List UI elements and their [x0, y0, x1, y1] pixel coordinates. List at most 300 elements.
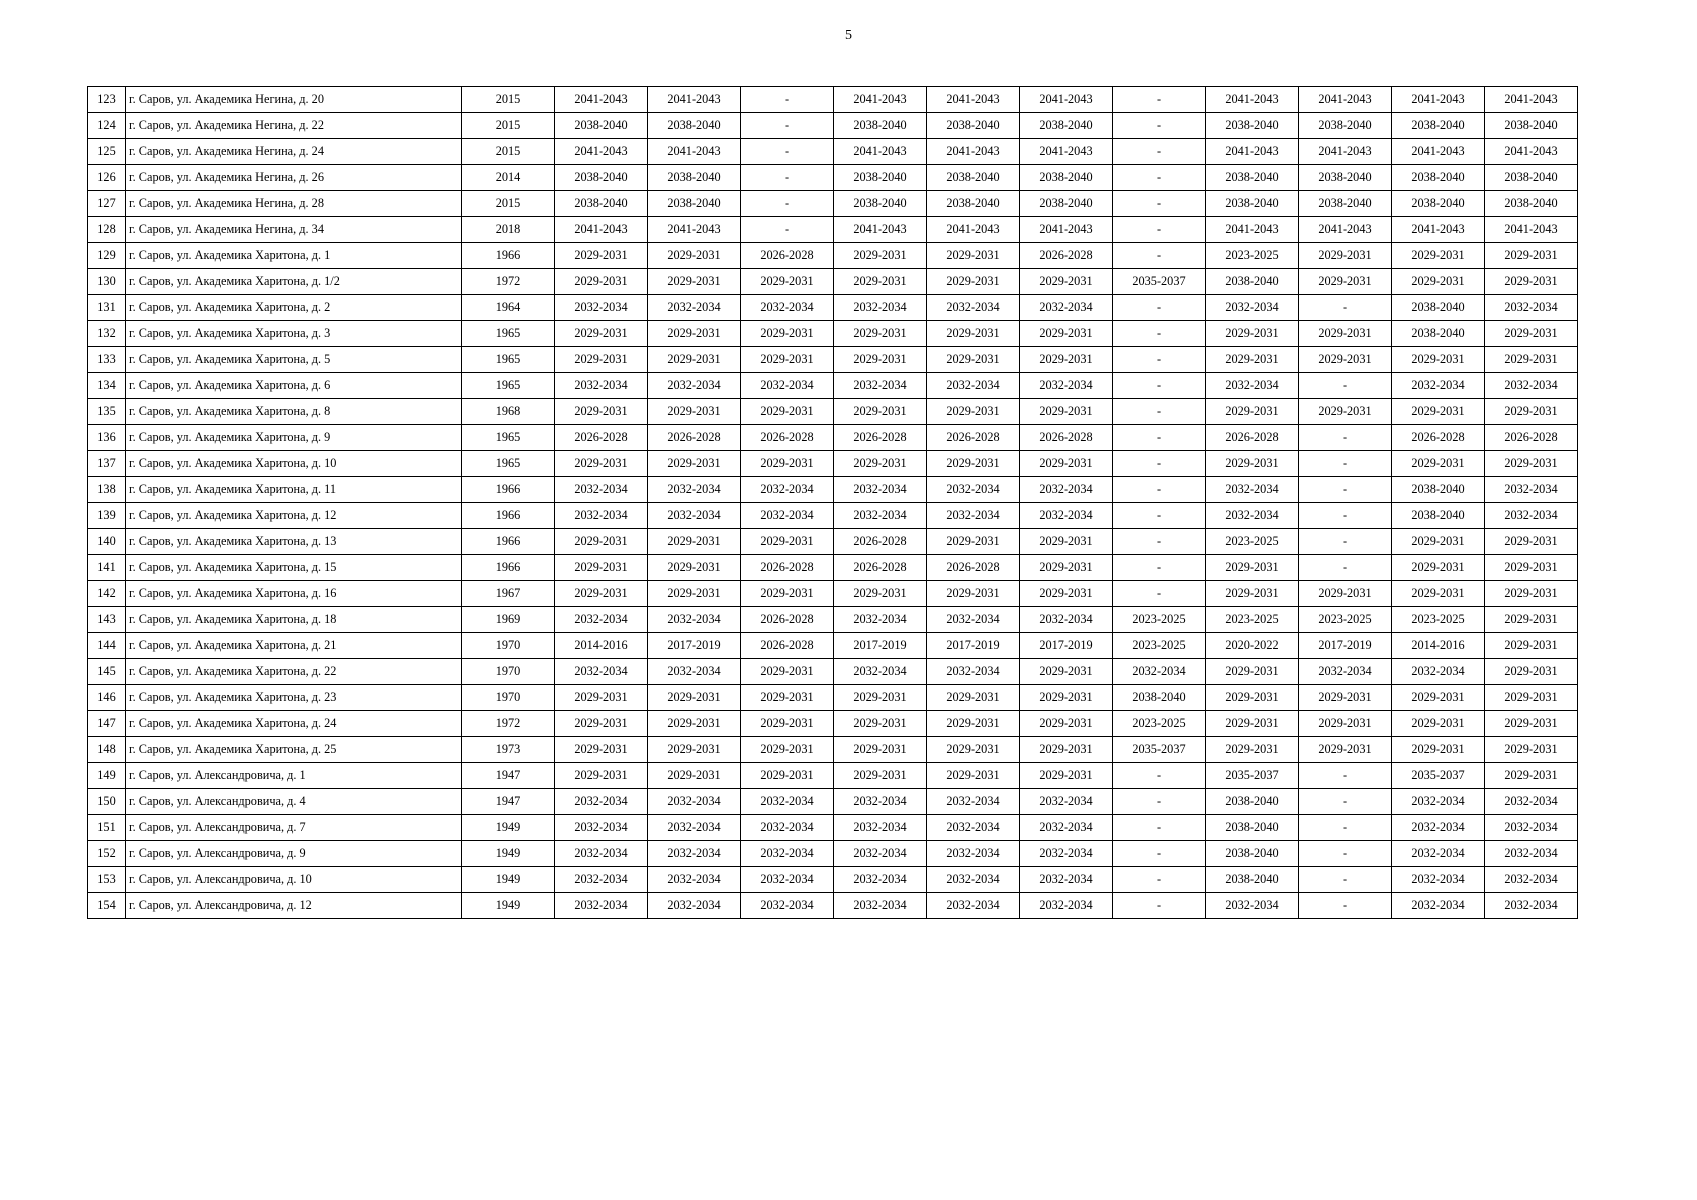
address-cell: г. Саров, ул. Академика Негина, д. 22 — [126, 113, 462, 139]
year-built-cell: 1965 — [462, 347, 555, 373]
address-cell: г. Саров, ул. Академика Негина, д. 20 — [126, 87, 462, 113]
table-row — [88, 789, 1578, 815]
period-cell: 2023-2025 — [1113, 633, 1206, 659]
period-cell: 2029-2031 — [1020, 763, 1113, 789]
row-number-cell: 143 — [88, 607, 126, 633]
period-cell: 2038-2040 — [834, 165, 927, 191]
period-cell: 2029-2031 — [1206, 347, 1299, 373]
year-built-cell: 1966 — [462, 555, 555, 581]
period-cell: - — [741, 87, 834, 113]
period-cell: 2032-2034 — [555, 373, 648, 399]
address-cell: г. Саров, ул. Академика Харитона, д. 13 — [126, 529, 462, 555]
row-number-cell: 147 — [88, 711, 126, 737]
row-number-cell: 154 — [88, 893, 126, 919]
table-row — [88, 841, 1578, 867]
address-cell: г. Саров, ул. Академика Харитона, д. 8 — [126, 399, 462, 425]
period-cell: 2041-2043 — [1299, 217, 1392, 243]
period-cell: 2032-2034 — [1020, 295, 1113, 321]
repair-schedule-table — [87, 86, 1578, 919]
period-cell: 2032-2034 — [648, 295, 741, 321]
table-row — [88, 425, 1578, 451]
period-cell: 2029-2031 — [1020, 711, 1113, 737]
period-cell: 2038-2040 — [1299, 113, 1392, 139]
row-number-cell: 125 — [88, 139, 126, 165]
period-cell: 2029-2031 — [1392, 685, 1485, 711]
period-cell: 2029-2031 — [648, 347, 741, 373]
period-cell: 2026-2028 — [1020, 243, 1113, 269]
period-cell: 2029-2031 — [1392, 581, 1485, 607]
period-cell: 2038-2040 — [1392, 321, 1485, 347]
period-cell: 2029-2031 — [1392, 711, 1485, 737]
period-cell: 2023-2025 — [1392, 607, 1485, 633]
period-cell: 2032-2034 — [1206, 295, 1299, 321]
period-cell: 2029-2031 — [1020, 321, 1113, 347]
period-cell: 2032-2034 — [648, 477, 741, 503]
period-cell: 2032-2034 — [741, 477, 834, 503]
period-cell: 2032-2034 — [1485, 503, 1578, 529]
period-cell: 2038-2040 — [1392, 191, 1485, 217]
period-cell: 2038-2040 — [555, 165, 648, 191]
period-cell: 2038-2040 — [1206, 841, 1299, 867]
period-cell: 2029-2031 — [741, 659, 834, 685]
address-cell: г. Саров, ул. Академика Харитона, д. 1 — [126, 243, 462, 269]
period-cell: - — [1299, 867, 1392, 893]
period-cell: 2029-2031 — [1206, 737, 1299, 763]
period-cell: 2029-2031 — [1206, 555, 1299, 581]
period-cell: - — [1299, 763, 1392, 789]
period-cell: 2032-2034 — [1392, 867, 1485, 893]
period-cell: 2032-2034 — [555, 295, 648, 321]
period-cell: - — [741, 113, 834, 139]
period-cell: 2029-2031 — [1485, 347, 1578, 373]
period-cell: 2029-2031 — [1485, 321, 1578, 347]
period-cell: - — [1113, 789, 1206, 815]
table-row — [88, 87, 1578, 113]
period-cell: 2038-2040 — [927, 191, 1020, 217]
period-cell: 2029-2031 — [648, 321, 741, 347]
period-cell: 2032-2034 — [1392, 373, 1485, 399]
period-cell: 2032-2034 — [834, 503, 927, 529]
period-cell: 2026-2028 — [834, 555, 927, 581]
period-cell: 2029-2031 — [1392, 399, 1485, 425]
period-cell: 2029-2031 — [1020, 347, 1113, 373]
period-cell: 2032-2034 — [1485, 477, 1578, 503]
period-cell: 2029-2031 — [1485, 529, 1578, 555]
row-number-cell: 123 — [88, 87, 126, 113]
period-cell: 2026-2028 — [1392, 425, 1485, 451]
period-cell: 2029-2031 — [1485, 633, 1578, 659]
period-cell: 2041-2043 — [1020, 87, 1113, 113]
year-built-cell: 1949 — [462, 893, 555, 919]
period-cell: 2026-2028 — [741, 243, 834, 269]
period-cell: 2029-2031 — [1485, 763, 1578, 789]
period-cell: 2041-2043 — [648, 217, 741, 243]
period-cell: - — [1113, 841, 1206, 867]
period-cell: 2032-2034 — [1020, 841, 1113, 867]
period-cell: 2029-2031 — [1485, 451, 1578, 477]
period-cell: 2029-2031 — [741, 347, 834, 373]
period-cell: - — [741, 191, 834, 217]
period-cell: 2029-2031 — [1206, 399, 1299, 425]
table-row — [88, 451, 1578, 477]
period-cell: 2038-2040 — [648, 113, 741, 139]
table-row — [88, 503, 1578, 529]
period-cell: - — [1113, 399, 1206, 425]
period-cell: - — [1113, 243, 1206, 269]
year-built-cell: 1964 — [462, 295, 555, 321]
period-cell: 2029-2031 — [834, 347, 927, 373]
period-cell: - — [1113, 373, 1206, 399]
period-cell: 2032-2034 — [927, 607, 1020, 633]
table-row — [88, 399, 1578, 425]
period-cell: 2032-2034 — [927, 867, 1020, 893]
year-built-cell: 1949 — [462, 841, 555, 867]
period-cell: 2029-2031 — [1299, 321, 1392, 347]
row-number-cell: 152 — [88, 841, 126, 867]
table-row — [88, 217, 1578, 243]
row-number-cell: 131 — [88, 295, 126, 321]
address-cell: г. Саров, ул. Академика Харитона, д. 10 — [126, 451, 462, 477]
period-cell: 2032-2034 — [1020, 815, 1113, 841]
period-cell: - — [741, 139, 834, 165]
period-cell: - — [1299, 477, 1392, 503]
table-row — [88, 139, 1578, 165]
period-cell: 2029-2031 — [1485, 243, 1578, 269]
row-number-cell: 128 — [88, 217, 126, 243]
period-cell: 2029-2031 — [1485, 685, 1578, 711]
period-cell: 2026-2028 — [834, 425, 927, 451]
period-cell: 2032-2034 — [555, 867, 648, 893]
row-number-cell: 132 — [88, 321, 126, 347]
period-cell: 2032-2034 — [648, 893, 741, 919]
period-cell: 2041-2043 — [834, 139, 927, 165]
year-built-cell: 2015 — [462, 113, 555, 139]
period-cell: 2038-2040 — [1485, 165, 1578, 191]
year-built-cell: 1970 — [462, 633, 555, 659]
address-cell: г. Саров, ул. Академика Харитона, д. 3 — [126, 321, 462, 347]
period-cell: 2032-2034 — [741, 503, 834, 529]
period-cell: 2023-2025 — [1113, 711, 1206, 737]
year-built-cell: 1967 — [462, 581, 555, 607]
period-cell: 2032-2034 — [648, 789, 741, 815]
period-cell: 2017-2019 — [834, 633, 927, 659]
period-cell: 2029-2031 — [1299, 711, 1392, 737]
period-cell: 2017-2019 — [927, 633, 1020, 659]
period-cell: 2032-2034 — [927, 815, 1020, 841]
period-cell: 2029-2031 — [834, 451, 927, 477]
period-cell: 2029-2031 — [555, 685, 648, 711]
period-cell: 2029-2031 — [1485, 711, 1578, 737]
period-cell: 2029-2031 — [741, 269, 834, 295]
address-cell: г. Саров, ул. Академика Харитона, д. 6 — [126, 373, 462, 399]
period-cell: 2026-2028 — [1485, 425, 1578, 451]
address-cell: г. Саров, ул. Академика Харитона, д. 24 — [126, 711, 462, 737]
period-cell: 2029-2031 — [1206, 321, 1299, 347]
period-cell: 2041-2043 — [927, 217, 1020, 243]
period-cell: 2020-2022 — [1206, 633, 1299, 659]
year-built-cell: 1947 — [462, 789, 555, 815]
period-cell: 2023-2025 — [1206, 607, 1299, 633]
year-built-cell: 2018 — [462, 217, 555, 243]
period-cell: 2029-2031 — [927, 711, 1020, 737]
period-cell: 2041-2043 — [1392, 217, 1485, 243]
year-built-cell: 1972 — [462, 711, 555, 737]
table-row — [88, 269, 1578, 295]
period-cell: 2038-2040 — [1392, 295, 1485, 321]
period-cell: 2023-2025 — [1113, 607, 1206, 633]
period-cell: 2032-2034 — [1020, 893, 1113, 919]
period-cell: - — [1113, 165, 1206, 191]
period-cell: 2017-2019 — [1020, 633, 1113, 659]
row-number-cell: 124 — [88, 113, 126, 139]
period-cell: - — [1299, 373, 1392, 399]
period-cell: 2017-2019 — [1299, 633, 1392, 659]
period-cell: - — [1113, 815, 1206, 841]
period-cell: 2032-2034 — [834, 867, 927, 893]
period-cell: 2032-2034 — [927, 295, 1020, 321]
period-cell: 2029-2031 — [1299, 399, 1392, 425]
period-cell: 2032-2034 — [1020, 503, 1113, 529]
table-row — [88, 893, 1578, 919]
year-built-cell: 1947 — [462, 763, 555, 789]
period-cell: - — [1299, 529, 1392, 555]
period-cell: 2041-2043 — [1206, 87, 1299, 113]
year-built-cell: 2014 — [462, 165, 555, 191]
table-row — [88, 477, 1578, 503]
row-number-cell: 149 — [88, 763, 126, 789]
table-row — [88, 711, 1578, 737]
table-row — [88, 815, 1578, 841]
period-cell: 2038-2040 — [1206, 269, 1299, 295]
period-cell: - — [1113, 867, 1206, 893]
address-cell: г. Саров, ул. Александровича, д. 1 — [126, 763, 462, 789]
period-cell: 2032-2034 — [648, 867, 741, 893]
period-cell: 2026-2028 — [741, 555, 834, 581]
address-cell: г. Саров, ул. Академика Негина, д. 28 — [126, 191, 462, 217]
period-cell: 2026-2028 — [741, 425, 834, 451]
period-cell: 2029-2031 — [555, 321, 648, 347]
period-cell: 2032-2034 — [555, 607, 648, 633]
period-cell: 2029-2031 — [555, 529, 648, 555]
address-cell: г. Саров, ул. Академика Харитона, д. 15 — [126, 555, 462, 581]
period-cell: 2032-2034 — [834, 815, 927, 841]
period-cell: 2029-2031 — [648, 529, 741, 555]
period-cell: 2029-2031 — [1299, 243, 1392, 269]
table-row — [88, 685, 1578, 711]
period-cell: 2029-2031 — [1392, 451, 1485, 477]
period-cell: 2041-2043 — [834, 87, 927, 113]
period-cell: - — [741, 165, 834, 191]
period-cell: 2038-2040 — [1392, 503, 1485, 529]
period-cell: 2038-2040 — [1392, 477, 1485, 503]
period-cell: - — [1299, 789, 1392, 815]
year-built-cell: 1966 — [462, 503, 555, 529]
period-cell: 2029-2031 — [648, 581, 741, 607]
period-cell: 2032-2034 — [927, 477, 1020, 503]
address-cell: г. Саров, ул. Академика Харитона, д. 12 — [126, 503, 462, 529]
period-cell: 2032-2034 — [927, 659, 1020, 685]
period-cell: 2041-2043 — [555, 139, 648, 165]
table-row — [88, 295, 1578, 321]
period-cell: 2032-2034 — [1392, 841, 1485, 867]
period-cell: - — [1113, 139, 1206, 165]
period-cell: 2029-2031 — [1020, 685, 1113, 711]
period-cell: 2038-2040 — [1020, 113, 1113, 139]
period-cell: 2035-2037 — [1392, 763, 1485, 789]
period-cell: 2029-2031 — [1020, 399, 1113, 425]
period-cell: 2029-2031 — [555, 711, 648, 737]
period-cell: 2032-2034 — [927, 789, 1020, 815]
period-cell: 2023-2025 — [1206, 243, 1299, 269]
period-cell: 2032-2034 — [741, 867, 834, 893]
address-cell: г. Саров, ул. Академика Харитона, д. 22 — [126, 659, 462, 685]
period-cell: 2026-2028 — [555, 425, 648, 451]
period-cell: 2029-2031 — [927, 581, 1020, 607]
period-cell: 2038-2040 — [834, 191, 927, 217]
period-cell: 2029-2031 — [834, 711, 927, 737]
period-cell: - — [1113, 295, 1206, 321]
period-cell: 2026-2028 — [834, 529, 927, 555]
period-cell: 2035-2037 — [1113, 737, 1206, 763]
period-cell: 2032-2034 — [648, 659, 741, 685]
period-cell: 2041-2043 — [1206, 217, 1299, 243]
period-cell: 2029-2031 — [648, 685, 741, 711]
period-cell: 2032-2034 — [1020, 789, 1113, 815]
table-row — [88, 581, 1578, 607]
period-cell: 2029-2031 — [555, 555, 648, 581]
period-cell: 2032-2034 — [555, 503, 648, 529]
period-cell: 2041-2043 — [834, 217, 927, 243]
table-row — [88, 763, 1578, 789]
period-cell: 2038-2040 — [1392, 165, 1485, 191]
period-cell: 2029-2031 — [927, 243, 1020, 269]
period-cell: 2029-2031 — [741, 685, 834, 711]
period-cell: 2029-2031 — [927, 763, 1020, 789]
period-cell: 2029-2031 — [834, 321, 927, 347]
period-cell: 2029-2031 — [1020, 659, 1113, 685]
period-cell: 2032-2034 — [1392, 789, 1485, 815]
period-cell: 2029-2031 — [1485, 607, 1578, 633]
period-cell: 2032-2034 — [1485, 295, 1578, 321]
period-cell: 2029-2031 — [1299, 269, 1392, 295]
period-cell: 2029-2031 — [927, 321, 1020, 347]
period-cell: - — [1113, 321, 1206, 347]
period-cell: 2041-2043 — [927, 87, 1020, 113]
year-built-cell: 1965 — [462, 425, 555, 451]
period-cell: 2032-2034 — [1113, 659, 1206, 685]
period-cell: - — [1299, 503, 1392, 529]
period-cell: 2032-2034 — [741, 295, 834, 321]
period-cell: 2029-2031 — [741, 451, 834, 477]
period-cell: 2035-2037 — [1113, 269, 1206, 295]
period-cell: 2026-2028 — [927, 425, 1020, 451]
period-cell: 2041-2043 — [1206, 139, 1299, 165]
period-cell: 2029-2031 — [1020, 581, 1113, 607]
row-number-cell: 133 — [88, 347, 126, 373]
table-row — [88, 867, 1578, 893]
period-cell: 2029-2031 — [1206, 685, 1299, 711]
row-number-cell: 127 — [88, 191, 126, 217]
year-built-cell: 1970 — [462, 685, 555, 711]
period-cell: - — [1113, 581, 1206, 607]
period-cell: 2038-2040 — [555, 191, 648, 217]
table-row — [88, 243, 1578, 269]
period-cell: 2026-2028 — [1206, 425, 1299, 451]
period-cell: 2029-2031 — [834, 685, 927, 711]
table-row — [88, 347, 1578, 373]
period-cell: - — [1113, 451, 1206, 477]
period-cell: 2032-2034 — [648, 841, 741, 867]
period-cell: 2032-2034 — [648, 607, 741, 633]
period-cell: 2032-2034 — [1020, 373, 1113, 399]
period-cell: 2029-2031 — [648, 399, 741, 425]
period-cell: 2041-2043 — [648, 139, 741, 165]
period-cell: 2032-2034 — [1020, 477, 1113, 503]
period-cell: 2029-2031 — [834, 581, 927, 607]
period-cell: 2029-2031 — [834, 243, 927, 269]
period-cell: 2029-2031 — [1485, 581, 1578, 607]
period-cell: 2032-2034 — [555, 789, 648, 815]
period-cell: 2032-2034 — [1485, 815, 1578, 841]
period-cell: 2041-2043 — [1392, 87, 1485, 113]
year-built-cell: 2015 — [462, 139, 555, 165]
address-cell: г. Саров, ул. Академика Харитона, д. 5 — [126, 347, 462, 373]
period-cell: 2038-2040 — [927, 165, 1020, 191]
address-cell: г. Саров, ул. Александровича, д. 9 — [126, 841, 462, 867]
period-cell: 2038-2040 — [1485, 113, 1578, 139]
period-cell: 2029-2031 — [1485, 737, 1578, 763]
address-cell: г. Саров, ул. Александровича, д. 7 — [126, 815, 462, 841]
period-cell: 2029-2031 — [1206, 711, 1299, 737]
period-cell: 2038-2040 — [1485, 191, 1578, 217]
period-cell: 2038-2040 — [1206, 867, 1299, 893]
table-row — [88, 659, 1578, 685]
period-cell: 2032-2034 — [741, 789, 834, 815]
period-cell: - — [741, 217, 834, 243]
period-cell: 2035-2037 — [1206, 763, 1299, 789]
page-number: 5 — [845, 28, 852, 43]
period-cell: 2032-2034 — [1485, 373, 1578, 399]
period-cell: 2038-2040 — [1206, 191, 1299, 217]
period-cell: 2029-2031 — [834, 763, 927, 789]
row-number-cell: 136 — [88, 425, 126, 451]
period-cell: 2029-2031 — [1020, 737, 1113, 763]
year-built-cell: 1966 — [462, 243, 555, 269]
row-number-cell: 126 — [88, 165, 126, 191]
period-cell: 2029-2031 — [1299, 685, 1392, 711]
table-row — [88, 165, 1578, 191]
period-cell: 2032-2034 — [834, 477, 927, 503]
period-cell: 2032-2034 — [648, 815, 741, 841]
period-cell: 2032-2034 — [1206, 477, 1299, 503]
year-built-cell: 1973 — [462, 737, 555, 763]
period-cell: 2041-2043 — [1020, 139, 1113, 165]
period-cell: 2029-2031 — [1206, 581, 1299, 607]
year-built-cell: 1969 — [462, 607, 555, 633]
period-cell: 2038-2040 — [1113, 685, 1206, 711]
period-cell: 2014-2016 — [1392, 633, 1485, 659]
period-cell: - — [1299, 425, 1392, 451]
period-cell: - — [1113, 87, 1206, 113]
period-cell: 2041-2043 — [1485, 87, 1578, 113]
period-cell: 2029-2031 — [741, 399, 834, 425]
year-built-cell: 1970 — [462, 659, 555, 685]
period-cell: 2029-2031 — [555, 243, 648, 269]
year-built-cell: 1949 — [462, 867, 555, 893]
row-number-cell: 146 — [88, 685, 126, 711]
period-cell: 2032-2034 — [741, 893, 834, 919]
period-cell: - — [1113, 555, 1206, 581]
